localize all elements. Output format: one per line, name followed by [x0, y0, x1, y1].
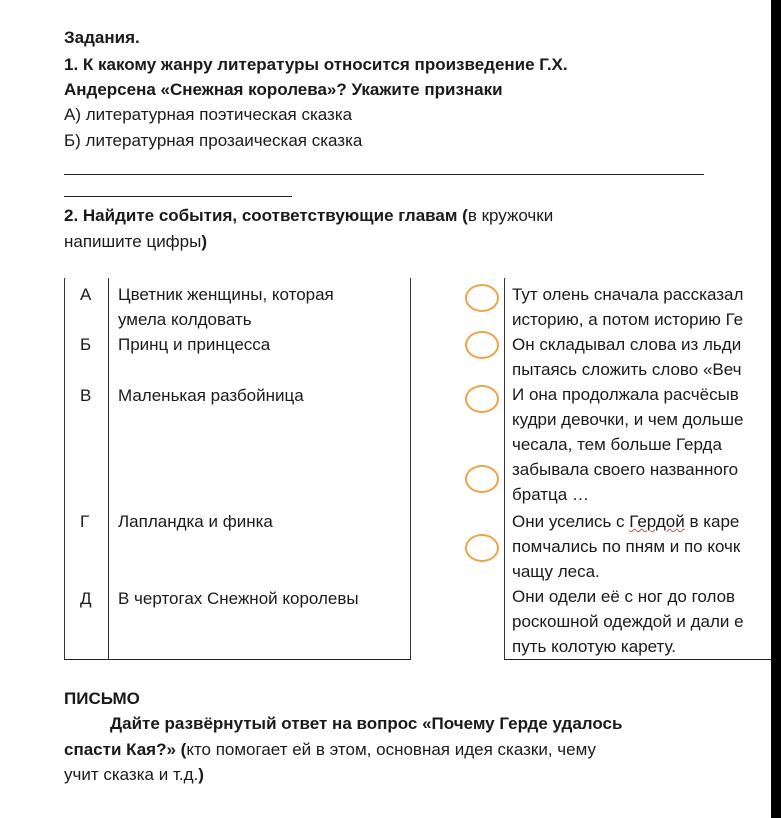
chapter-title-b: Принц и принцесса — [118, 335, 271, 354]
letter-heading: ПИСЬМО — [64, 689, 140, 708]
event-4-line-1 — [512, 509, 739, 534]
question-2-bold: 2. Найдите события, соответствующие главам ( — [64, 206, 468, 225]
chapter-title-a-line-2: умела колдовать — [118, 310, 252, 329]
event-3-line-2: кудри девочки, и чем дольше — [512, 410, 744, 429]
option-a: А) литературная поэтическая сказка — [64, 105, 353, 124]
answer-line-2 — [64, 196, 292, 197]
question-2-line-2 — [64, 231, 207, 252]
event-2-line-2: пытаясь сложить слово «Веч — [512, 360, 742, 379]
event-3-line-5: братца … — [512, 485, 589, 504]
answer-circle-2[interactable] — [465, 331, 499, 359]
event-1-line-2: историю, а потом историю Ге — [512, 310, 744, 329]
table-left-border — [64, 278, 65, 660]
chapter-letter-a: А — [80, 285, 92, 304]
chapter-title-d: В чертогах Снежной королевы — [118, 589, 359, 608]
question-2-note: в кружочки — [467, 206, 554, 225]
event-3-line-4: забывала своего названного — [512, 460, 739, 479]
letter-line-3-note: учит сказка и т.д. — [64, 765, 199, 784]
chapter-letter-d: Д — [80, 589, 92, 608]
events-column — [504, 278, 771, 660]
letter-line-2 — [64, 739, 596, 760]
question-1-line-1: 1. К какому жанру литературы относится произведение Г.Х. — [64, 55, 568, 74]
answer-circle-3[interactable] — [465, 385, 499, 413]
event-4-name: Гердой — [629, 512, 685, 531]
chapter-title-g: Лапландка и финка — [118, 512, 273, 531]
answer-circle-1[interactable] — [465, 284, 499, 312]
event-5-line-1: Они одели её с ног до голов — [512, 587, 736, 606]
event-1-line-1: Тут олень сначала рассказал — [512, 285, 744, 304]
letter-line-3-close-paren: ) — [198, 765, 204, 784]
event-5-line-3: путь колотую карету. — [512, 637, 677, 656]
option-b: Б) литературная прозаическая сказка — [64, 131, 363, 150]
question-2-close-paren: ) — [201, 232, 208, 251]
chapter-letter-b: Б — [80, 335, 92, 354]
event-4-post: в каре — [684, 512, 740, 531]
letter-line-1: Дайте развёрнутый ответ на вопрос «Почему Герде удалось — [110, 714, 623, 733]
tasks-heading: Задания. — [64, 28, 140, 47]
event-4-line-3: чащу леса. — [512, 562, 600, 581]
question-2-line-1 — [64, 205, 553, 226]
chapter-letter-g: Г — [80, 512, 90, 531]
event-4-pre: Они уселись с — [512, 512, 630, 531]
answer-circle-4[interactable] — [465, 465, 499, 493]
event-5-line-2: роскошной одеждой и дали е — [512, 612, 744, 631]
letter-line-3 — [64, 764, 204, 785]
chapter-title-a-line-1: Цветник женщины, которая — [118, 285, 334, 304]
table-bottom-border — [64, 659, 410, 660]
event-4-line-2: помчались по пням и по кочк — [512, 537, 741, 556]
event-3-line-1: И она продолжала расчёсыв — [512, 385, 739, 404]
event-3-line-3: чесала, тем больше Герда — [512, 435, 722, 454]
chapter-letter-v: В — [80, 386, 92, 405]
table-col-divider — [108, 278, 109, 660]
table-right-border — [410, 278, 411, 660]
right-edge-bar — [771, 0, 781, 818]
question-1-line-2: Андерсена «Снежная королева»? Укажите признаки — [64, 80, 503, 99]
letter-line-2-bold: спасти Кая?» ( — [64, 740, 187, 759]
chapter-title-v: Маленькая разбойница — [118, 386, 304, 405]
event-2-line-1: Он складывал слова из льди — [512, 335, 742, 354]
letter-line-2-note: кто помогает ей в этом, основная идея сказки, чему — [186, 740, 596, 759]
answer-line-1 — [64, 174, 704, 175]
question-2-note-2: напишите цифры — [64, 232, 202, 251]
answer-circle-5[interactable] — [465, 534, 499, 562]
